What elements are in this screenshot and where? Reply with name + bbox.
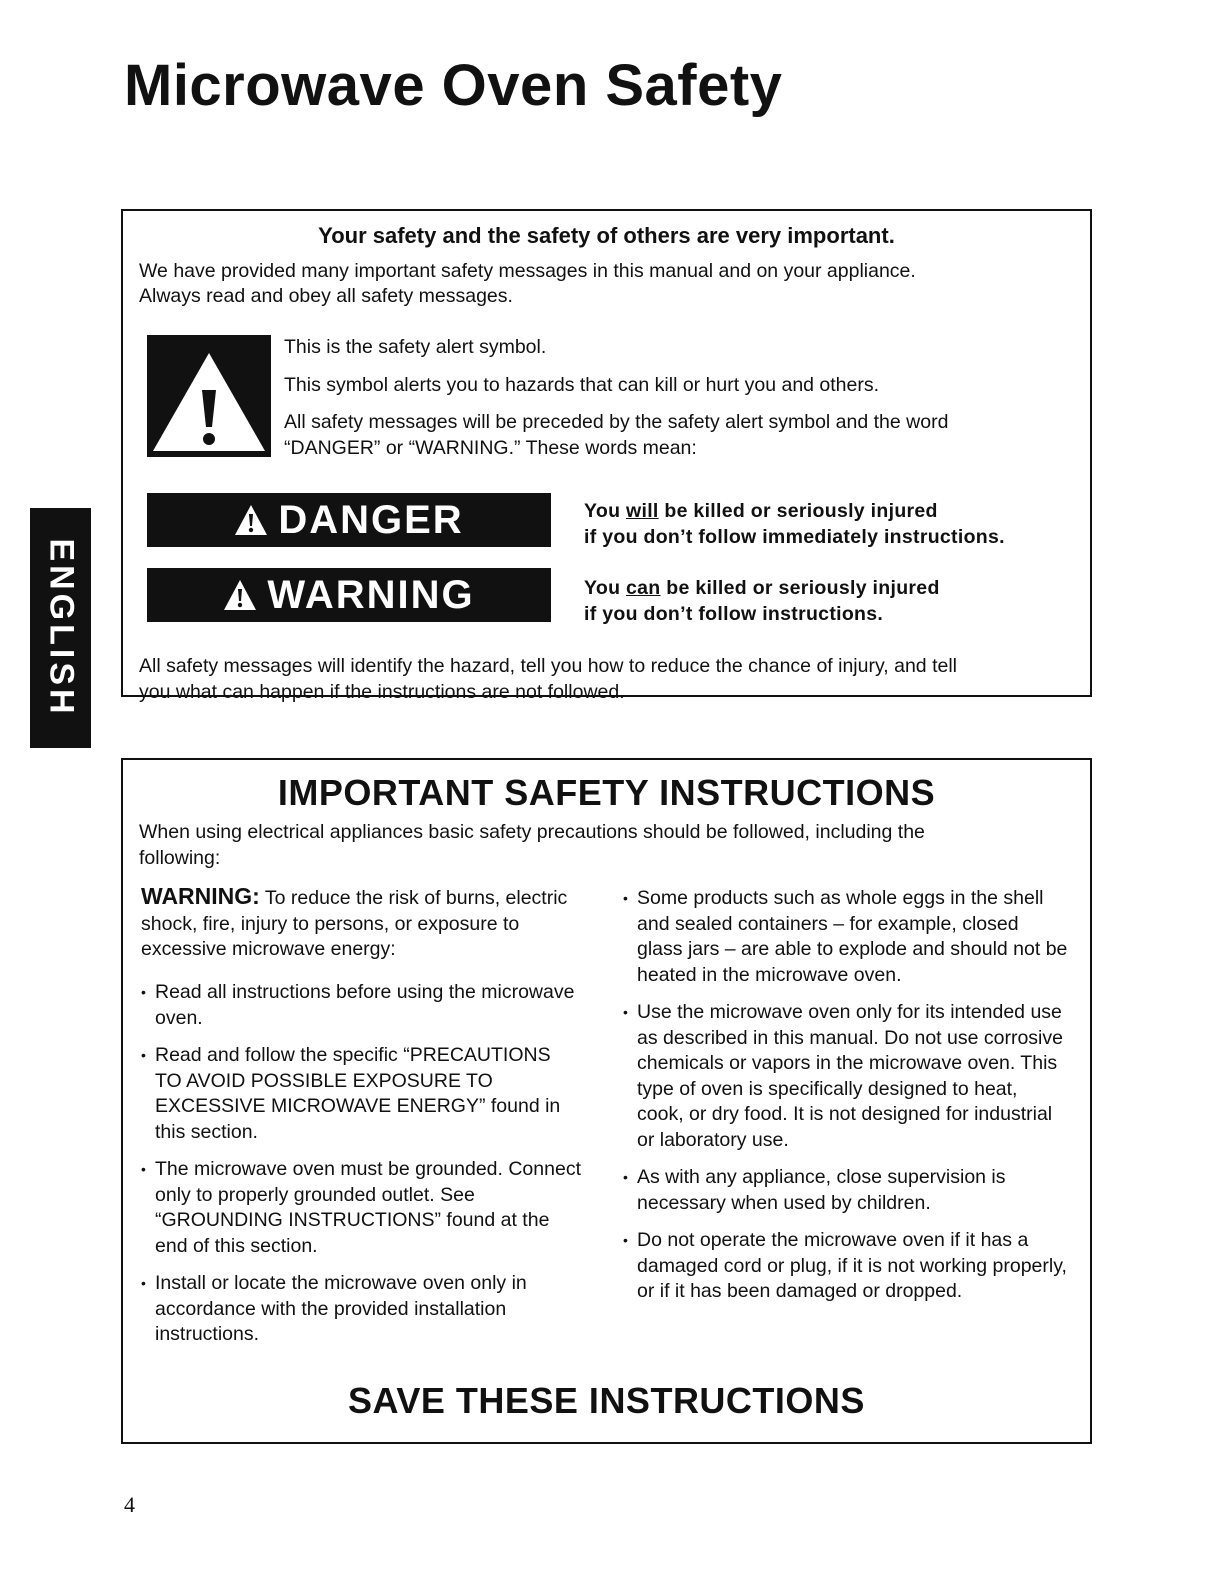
danger-rest: be killed or seriously injured xyxy=(664,500,938,522)
warning-line2: if you don’t follow instructions. xyxy=(584,603,884,625)
list-item: • Install or locate the microwave oven only in accordance with the provided installation instructions. xyxy=(141,1271,581,1348)
warning-label: WARNING xyxy=(267,572,475,617)
danger-label: DANGER xyxy=(278,497,464,542)
danger-you: You xyxy=(584,500,621,522)
symbol-line3: All safety messages will be preceded by the safety alert symbol and the word xyxy=(284,411,949,433)
warning-can: can xyxy=(626,577,661,599)
warning-signal-word xyxy=(147,568,551,622)
safety-closing-line2: you what can happen if the instructions are not followed. xyxy=(139,681,625,703)
safety-intro-line1: We have provided many important safety messages in this manual and on your appliance. xyxy=(139,260,916,282)
save-instructions-footer: SAVE THESE INSTRUCTIONS xyxy=(348,1380,865,1421)
list-item: • As with any appliance, close supervision is necessary when used by children. xyxy=(623,1165,1068,1216)
right-instruction-list xyxy=(623,886,1068,1317)
instructions-intro-line2: following: xyxy=(139,847,221,869)
danger-description xyxy=(584,498,1005,550)
warning-description xyxy=(584,575,940,627)
symbol-line1: This is the safety alert symbol. xyxy=(284,336,547,358)
list-item: • Read and follow the specific “PRECAUTIONS TO AVOID POSSIBLE EXPOSURE TO EXCESSIVE MICROWAVE ENERGY” found in this section. xyxy=(141,1043,581,1145)
instructions-heading: IMPORTANT SAFETY INSTRUCTIONS xyxy=(277,772,936,813)
left-instruction-list xyxy=(141,980,581,1360)
warning-alert-icon xyxy=(223,579,257,611)
important-instructions-box xyxy=(121,758,1092,1444)
danger-signal-word xyxy=(147,493,551,547)
warning-intro xyxy=(141,884,581,963)
safety-heading: Your safety and the safety of others are very important. xyxy=(318,223,895,248)
page-title: Microwave Oven Safety xyxy=(124,53,783,118)
warning-rest: be killed or seriously injured xyxy=(666,577,940,599)
language-tab-label: ENGLISH xyxy=(42,538,80,718)
safety-intro-line2: Always read and obey all safety messages. xyxy=(139,285,513,307)
symbol-line4: “DANGER” or “WARNING.” These words mean: xyxy=(284,437,697,459)
warning-you: You xyxy=(584,577,621,599)
list-item: • Some products such as whole eggs in the shell and sealed containers – for example, closed glass jars – are able to explode and should not be heated in the microwave oven. xyxy=(623,886,1068,988)
list-item: • The microwave oven must be grounded. Connect only to properly grounded outlet. See “GROUNDING INSTRUCTIONS” found at the end of this section. xyxy=(141,1157,581,1259)
language-tab xyxy=(30,508,91,748)
list-item: • Use the microwave oven only for its intended use as described in this manual. Do not use corrosive chemicals or vapors in the microwave oven. This type of oven is specifically designed to heat, cook, or dry food. It is not designed for industrial or laboratory use. xyxy=(623,1000,1068,1153)
warning-intro-text: To reduce the risk of burns, electric shock, fire, injury to persons, or exposure to excessive microwave energy: xyxy=(141,887,568,960)
instructions-intro-line1: When using electrical appliances basic safety precautions should be followed, including the xyxy=(139,821,925,843)
safety-alert-symbol-icon xyxy=(147,335,271,457)
danger-line2: if you don’t follow immediately instructions. xyxy=(584,526,1005,548)
list-item: • Do not operate the microwave oven if it has a damaged cord or plug, if it is not working properly, or if it has been damaged or dropped. xyxy=(623,1228,1068,1305)
page-number: 4 xyxy=(124,1492,135,1517)
safety-message-box xyxy=(121,209,1092,703)
symbol-line2: This symbol alerts you to hazards that can kill or hurt you and others. xyxy=(284,374,880,396)
danger-will: will xyxy=(626,500,659,522)
list-item: • Read all instructions before using the microwave oven. xyxy=(141,980,581,1031)
danger-alert-icon xyxy=(234,504,268,536)
warning-intro-label: WARNING: xyxy=(141,883,260,909)
safety-closing-line1: All safety messages will identify the hazard, tell you how to reduce the chance of injury, and tell xyxy=(139,655,957,677)
